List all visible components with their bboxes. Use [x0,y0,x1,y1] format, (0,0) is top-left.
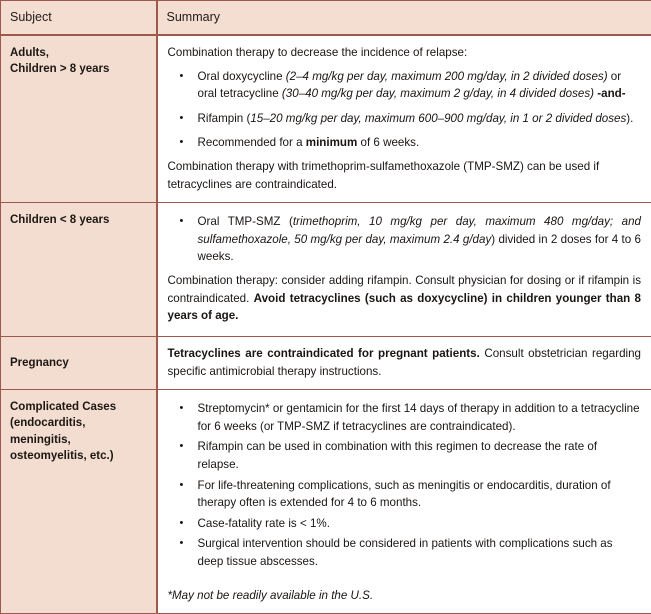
row-subject-pregnancy [1,336,157,389]
text-run: or oral tetracycline [198,70,622,101]
list-item [198,110,642,128]
text-run: Oral TMP-SMZ ( [198,215,293,228]
list-item [198,213,642,266]
subject-line: Children < 8 years [10,212,147,228]
text-run: Consult obstetrician regarding specific antimicrobial therapy instructions. [168,347,641,378]
list-item-text [198,136,420,149]
column-header-subject: Subject [1,1,157,36]
text-run-bold: minimum [306,136,358,149]
text-run-italic: (30–40 mg/kg per day, maximum 2 g/day, in 4 divided doses) [282,87,594,100]
subject-line: Children > 8 years [10,61,147,77]
row-subject-adults [1,35,157,203]
list-item-text [198,213,642,266]
list-item [198,515,642,533]
summary-body-text [168,345,642,380]
text-run: Rifampin ( [198,112,251,125]
table-row [1,390,651,614]
list-item [198,535,642,570]
bullet-icon: • [180,535,184,552]
text-run-italic: trimethoprim, 10 mg/kg per day, maximum 480 mg/day; and sulfamethoxazole, 50 mg/kg per day, maximum 2.4 g/day [198,215,642,246]
summary-outro-text: Combination therapy with trimethoprim-sulfamethoxazole (TMP-SMZ) can be used if tetracyclines are contraindicated. [168,158,642,193]
text-run-italic: (2–4 mg/kg per day, maximum 200 mg/day, in 2 divided doses) [286,70,608,83]
bullet-icon: • [180,515,184,532]
bullet-icon: • [180,477,184,494]
bullet-icon: • [180,68,184,85]
table-row [1,336,651,389]
list-item-text: For life-threatening complications, such as meningitis or endocarditis, duration of therapy often is extended for 4 to 6 months. [198,479,611,510]
table-row [1,35,651,203]
text-run: Combination therapy: consider adding rifampin. Consult physician for dosing or if rifampin is contraindicated. [168,274,642,305]
list-item [198,438,642,473]
table-header-row [1,1,651,36]
list-item-text [198,70,626,101]
text-run: Oral doxycycline [198,70,286,83]
row-summary-pregnancy [157,336,651,389]
summary-bullet-list [168,68,642,152]
column-header-summary: Summary [157,1,651,36]
row-subject-complicated-cases [1,390,157,614]
list-item [198,68,642,103]
list-item-text: Surgical intervention should be considered in patients with complications such as deep tissue abscesses. [198,537,613,568]
text-run-bold: Tetracyclines are contraindicated for pregnant patients. [168,347,480,360]
subject-line: osteomyelitis, etc.) [10,448,147,464]
subject-line: Pregnancy [10,355,147,371]
bullet-icon: • [180,110,184,127]
summary-bullet-list [168,213,642,266]
text-run: ) divided in 2 doses for 4 to 6 weeks. [198,233,642,264]
table-header [1,1,651,36]
subject-line: meningitis, [10,432,147,448]
subject-line: Adults, [10,45,147,61]
row-summary-adults [157,35,651,203]
text-run: ). [626,112,633,125]
summary-footnote-text: *May not be readily available in the U.S. [168,587,642,605]
row-subject-children-under-8 [1,203,157,337]
text-run: of 6 weeks. [357,136,419,149]
text-run: Recommended for a [198,136,306,149]
list-item [198,477,642,512]
subject-line: Complicated Cases [10,399,147,415]
text-run-bold: -and- [597,87,625,100]
list-item-text: Rifampin can be used in combination with this regimen to decrease the rate of relapse. [198,440,598,471]
text-run-bold: Avoid tetracyclines (such as doxycycline) in children younger than 8 years of age. [168,292,642,323]
table-row [1,203,651,337]
list-item-text: Streptomycin* or gentamicin for the first 14 days of therapy in addition to a tetracycline for 6 weeks (or TMP-SMZ if tetracyclines are contraindicated). [198,402,640,433]
bullet-icon: • [180,134,184,151]
table-body [1,35,651,614]
summary-bullet-list [168,400,642,570]
text-run-italic: 15–20 mg/kg per day, maximum 600–900 mg/day, in 1 or 2 divided doses [250,112,626,125]
list-item [198,134,642,152]
list-item-text [198,112,634,125]
bullet-icon: • [180,400,184,417]
summary-intro-text: Combination therapy to decrease the incidence of relapse: [168,44,642,62]
bullet-icon: • [180,438,184,455]
bullet-icon: • [180,213,184,230]
subject-line: (endocarditis, [10,415,147,431]
summary-outro-text [168,272,642,325]
list-item [198,400,642,435]
row-summary-children-under-8 [157,203,651,337]
list-item-text: Case-fatality rate is < 1%. [198,517,330,530]
row-summary-complicated-cases [157,390,651,614]
